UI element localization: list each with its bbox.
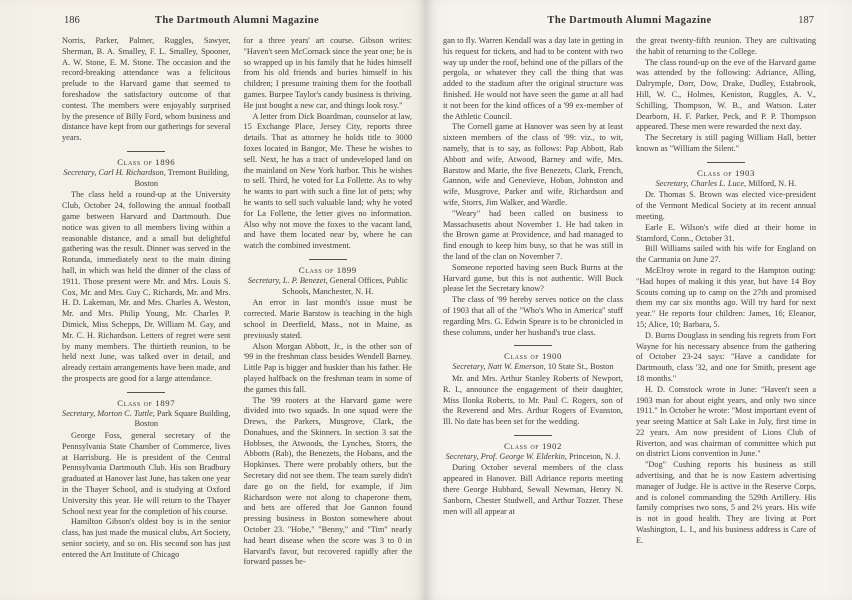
section-divider [309,259,347,260]
paragraph: "Weary" had been called on business to Massachusetts about November 1. He had taken in the Brown game at Providence, and had managed to find enough to keep him busy, so that he was still in the land of the clan on November 7. [443,208,623,261]
class-heading: Class of 1899 [298,264,357,275]
class-heading: Class of 1897 [117,397,176,408]
paragraph: "Dog" Cushing reports his business as still advertising, and that he is now Eastern advertising manager of Judge. He is active in the Reserve Corps, and is colonel commanding the 529th Artillery. His family comprises two sons, 5 and 2½ years. His wife is not in good health. They are living at Port Washington, L. I., and his business address is Care of E. [636,460,816,545]
paragraph: Bill Williams sailed with his wife for England on the Carmania on June 27. [636,244,816,265]
section-divider [514,345,552,346]
paragraph: D. Burns Douglass in sending his regrets from Fort Wayne for his necessary absence from the gathering of October 23-24 says: "Have a candidate for Dartmouth, class '32, and one for Smith, present age 18 months." [636,330,816,383]
page-header-left [62,15,412,36]
text-column-right [636,36,816,596]
paragraph: H. D. Comstock wrote in June: "Haven't seen a 1903 man for about eight years, and only two since 1911." In October he wrote: "Most important event of year seeing Mattice at Salt Lake in July, first time in 22 years. Am now president of Lions Club of Riverton, and was chairman of committee which put on district Lions convention in June." [636,384,816,459]
paragraph: A letter from Dick Boardman, counselor at law, 15 Exchange Place, Jersey City, reports three details. That as attorney he holds title to 3000 foxes located in Bangor, Me. These he wishes to sell. Next, he has a tract of undeveloped land on the mainland on New York harbor. This he wishes to sell. Third, he voted for La Follette. As to why he wants to part with such a fine lot of pets; why he wants to sell such valuable land; why he voted for La Follette, the letter gives no information. Also why not move the foxes to the vacant land, and have them located near by, where he can watch the combined investment. [243,111,412,251]
paragraph: Alson Morgan Abbott, Jr., is the other son of '99 in the freshman class besides Wendell Barney. Little Pap is bigger and huskier than his father. He played halfback on the freshman team in some of the games this fall. [243,341,412,394]
paragraph: Norris, Parker, Palmer, Ruggles, Sawyer, Sherman, B. A. Smalley, F. L. Smalley, Spooner, A. W. Stone, E. M. Stone. The occasion and the record-breaking attendance was a felicitous prelude to the Harvard game that seemed to foreshadow the satisfactory outcome of that contest. The members were enjoyably surprised by the presence of Billy Ford, whom business and distance have kept from our gatherings for several years. [62,36,231,143]
section-divider [707,162,745,163]
secretary-line: Secretary, Prof. George W. Elderkin, Princeton, N. J. [445,451,621,461]
paragraph: The class of '99 hereby serves notice on the class of 1903 that all of the "Who's Who in America" stuff regarding Mrs. G. Edwin Speare is to be chronicled in these columns, under her husband's true class. [443,295,623,337]
paragraph: George Foss, general secretary of the Pennsylvania State Chamber of Commerce, lives at Harrisburg. He is president of the Central Pennsylvania Dartmouth Club. His son Bradbury graduated at Hanover last June, has taken one year in the Thayer School, and is studying at Oxford University this year. He will return to the Thayer School next year for the completion of his course. [62,431,231,516]
paragraph: The Cornell game at Hanover was seen by at least sixteen members of the class of '99: viz., to wit, namely, that is to say, as follows: Pap Abbott, Rab Abbott and wife, Atwood, Barney and wife, Mrs. Barstow and Marie, the five Benezets, Clark, French, Gannon, wife and Genevieve, Hoban, Johnston and wife, Musgrove, Parker and wife, Richardson and wife, Storrs, Jim Walker, and Wardle. [443,122,623,207]
paragraph: Dr. Thomas S. Brown was elected vice-president of the Vermont Medical Society at its recent annual meeting. [636,190,816,221]
secretary-line: Secretary, L. P. Benezet, General Offices, Public Schools, Manchester, N. H. [247,275,408,296]
page-number: 186 [64,15,80,26]
section-divider [127,151,165,152]
secretary-line: Secretary, Natt W. Emerson, 10 State St., Boston [452,362,614,372]
paragraph: Mr. and Mrs. Arthur Stanley Roberts of Newport, R. I., announce the engagement of their daughter, Miss Ilonka Roberts, to Mr. Paul C. Rogers, son of the Reverend and Mrs. Arthur Rogers of Evanston, Ill. No date has been set for the wedding. [443,373,623,427]
class-heading: Class of 1902 [503,440,562,451]
page-187 [426,0,852,600]
running-title: The Dartmouth Alumni Magazine [154,15,320,26]
section-divider [127,392,165,393]
paragraph: Earle E. Wilson's wife died at their home in Stamford, Conn., October 31. [636,222,816,243]
secretary-line: Secretary, Morton C. Tuttle, Park Square Building, Boston [62,408,231,429]
paragraph: The class round-up on the eve of the Harvard game was attended by the following: Adriance, Alling, Dalrymple, Dorr, Dow, Drake, Dudley, Estabrook, Hill, W. C., Holmes, Keniston, Ruggles, A. V., Schilling, Thompson, W. B., and Watson. Later Dearborn, H. F. Parker, Peck, and P. P. Thompson appeared. These men were rewarded the next day. [636,57,816,132]
secretary-line: Secretary, Charles L. Luce, Milford, N. H. [655,178,797,188]
paragraph: gan to fly. Warren Kendall was a day late in getting in his request for tickets, and had to be content with two way up under the roof, behind one of the pillars of the pergola, or whatever they call the thing that was added to the stadium after the original structure was finished. He would not have seen the game at all had it not been for the kind offices of a '99 ex-member of the Athletic Council. [443,36,623,121]
class-heading: Class of 1900 [503,351,562,362]
paragraph: An error in last month's issue must be corrected. Marie Barstow is teaching in the high school in Deerfield, Mass., not in Maine, as previously stated. [243,298,412,340]
paragraph: The Secretary is still paging William Hall, better known as "William the Silent." [636,133,816,153]
paragraph: for a three years' art course. Gibson writes: "Haven't seen McCornack since the year one; he is so wrapped up in his family that he hides himself from his old friends and buries himself in his children; I presume training them for the football games. Burpee Taylor's candy business is thriving. He just bought a new car, and things look rosy." [243,36,412,110]
class-heading: Class of 1903 [696,167,755,178]
paragraph: The class held a round-up at the University Club, October 24, following the annual football game between Harvard and Dartmouth. Due notice was given to all members living within a reasonable distance, and a small but delightful gathering was the result. Dinner was served in the Rotunda, immediately next to the main dining hall, in which was held the dinner of the class of 1911. Those present were Mr. and Mrs. Louis S. Cox, Mr. and Mrs. Guy C. Richards, Mr. and Mrs. H. D. Lakeman, Mr. and Mrs. Charles A. Weston, Mr. and Mrs. Philip Young, Mr. Charles P. Dimick, Miss Schepps, Dr. William M. Gay, and Mr. C. H. Richardson. Letters of regret were sent by many members. The thirtieth reunion, to be held next June, was talked over in detail, and already certain arrangements have been made, and the prospects are good for a large attendance. [62,190,231,383]
text-column-right [244,36,413,596]
paragraph: McElroy wrote in regard to the Hampton outing: "Had hopes of making it this year, but have 14 Boy Scouts coming up to camp on the 27th and promised them my car six months ago. Will try hard for next year." He reports four children: James, 16; Eleanor, 15; Alice, 10; Barbara, 5. [636,265,816,329]
text-column-left [443,36,623,596]
page-body [62,36,412,596]
paragraph: Hamilton Gibson's oldest boy is in the senior class, has just made the musical clubs, Art Society, senior society, and so on. His second son has just entered the Art Institute of Chicago [62,517,231,559]
paragraph: During October several members of the class appeared in Hanover. Bill Adriance reports meeting there George Hubbard, Sewall Newman, Henry N. Sanborn, Chester Studwell, and Arthur Tozzer. These men will all appear at [443,463,623,516]
text-column-left [62,36,231,596]
page-body [443,36,816,596]
section-divider [514,435,552,436]
page-number: 187 [798,15,814,26]
paragraph: The '99 rooters at the Harvard game were divided into two squads. In one squad were the Drews, the Parkers, Musgrove, Clark, the Donahues, and the Skinners. In section 3 sat the Hobbses, the Atwoods, the Lynches, Storrs, the Abbotts (Rab), the Benezets, the Hobans, and the Hopkinses. There were probably others, but the Secretary did not see them. The team surely didn't dare go on the field, for example, if Jim Richardson were not along to chaperone them, and bets are offered that Joe Gannon found pressing business in Boston somewhere about October 23. "Hobe," "Benny," and "Tim" nearly had heart disease when the score was 3 to 0 in Harvard's favor, but recovered rapidly after the forward passes be- [243,395,412,567]
paragraph: the great twenty-fifth reunion. They are cultivating the habit of returning to the College. [636,36,816,56]
class-heading: Class of 1896 [117,156,176,167]
page-header-right [443,15,816,36]
paragraph: Someone reported having seen Buck Burns at the Harvard game, but this is not authentic. Will Buck please let the Secretary know? [443,262,623,294]
secretary-line: Secretary, Carl H. Richardson, Tremont Building, Boston [63,167,230,188]
running-title: The Dartmouth Alumni Magazine [547,15,712,26]
